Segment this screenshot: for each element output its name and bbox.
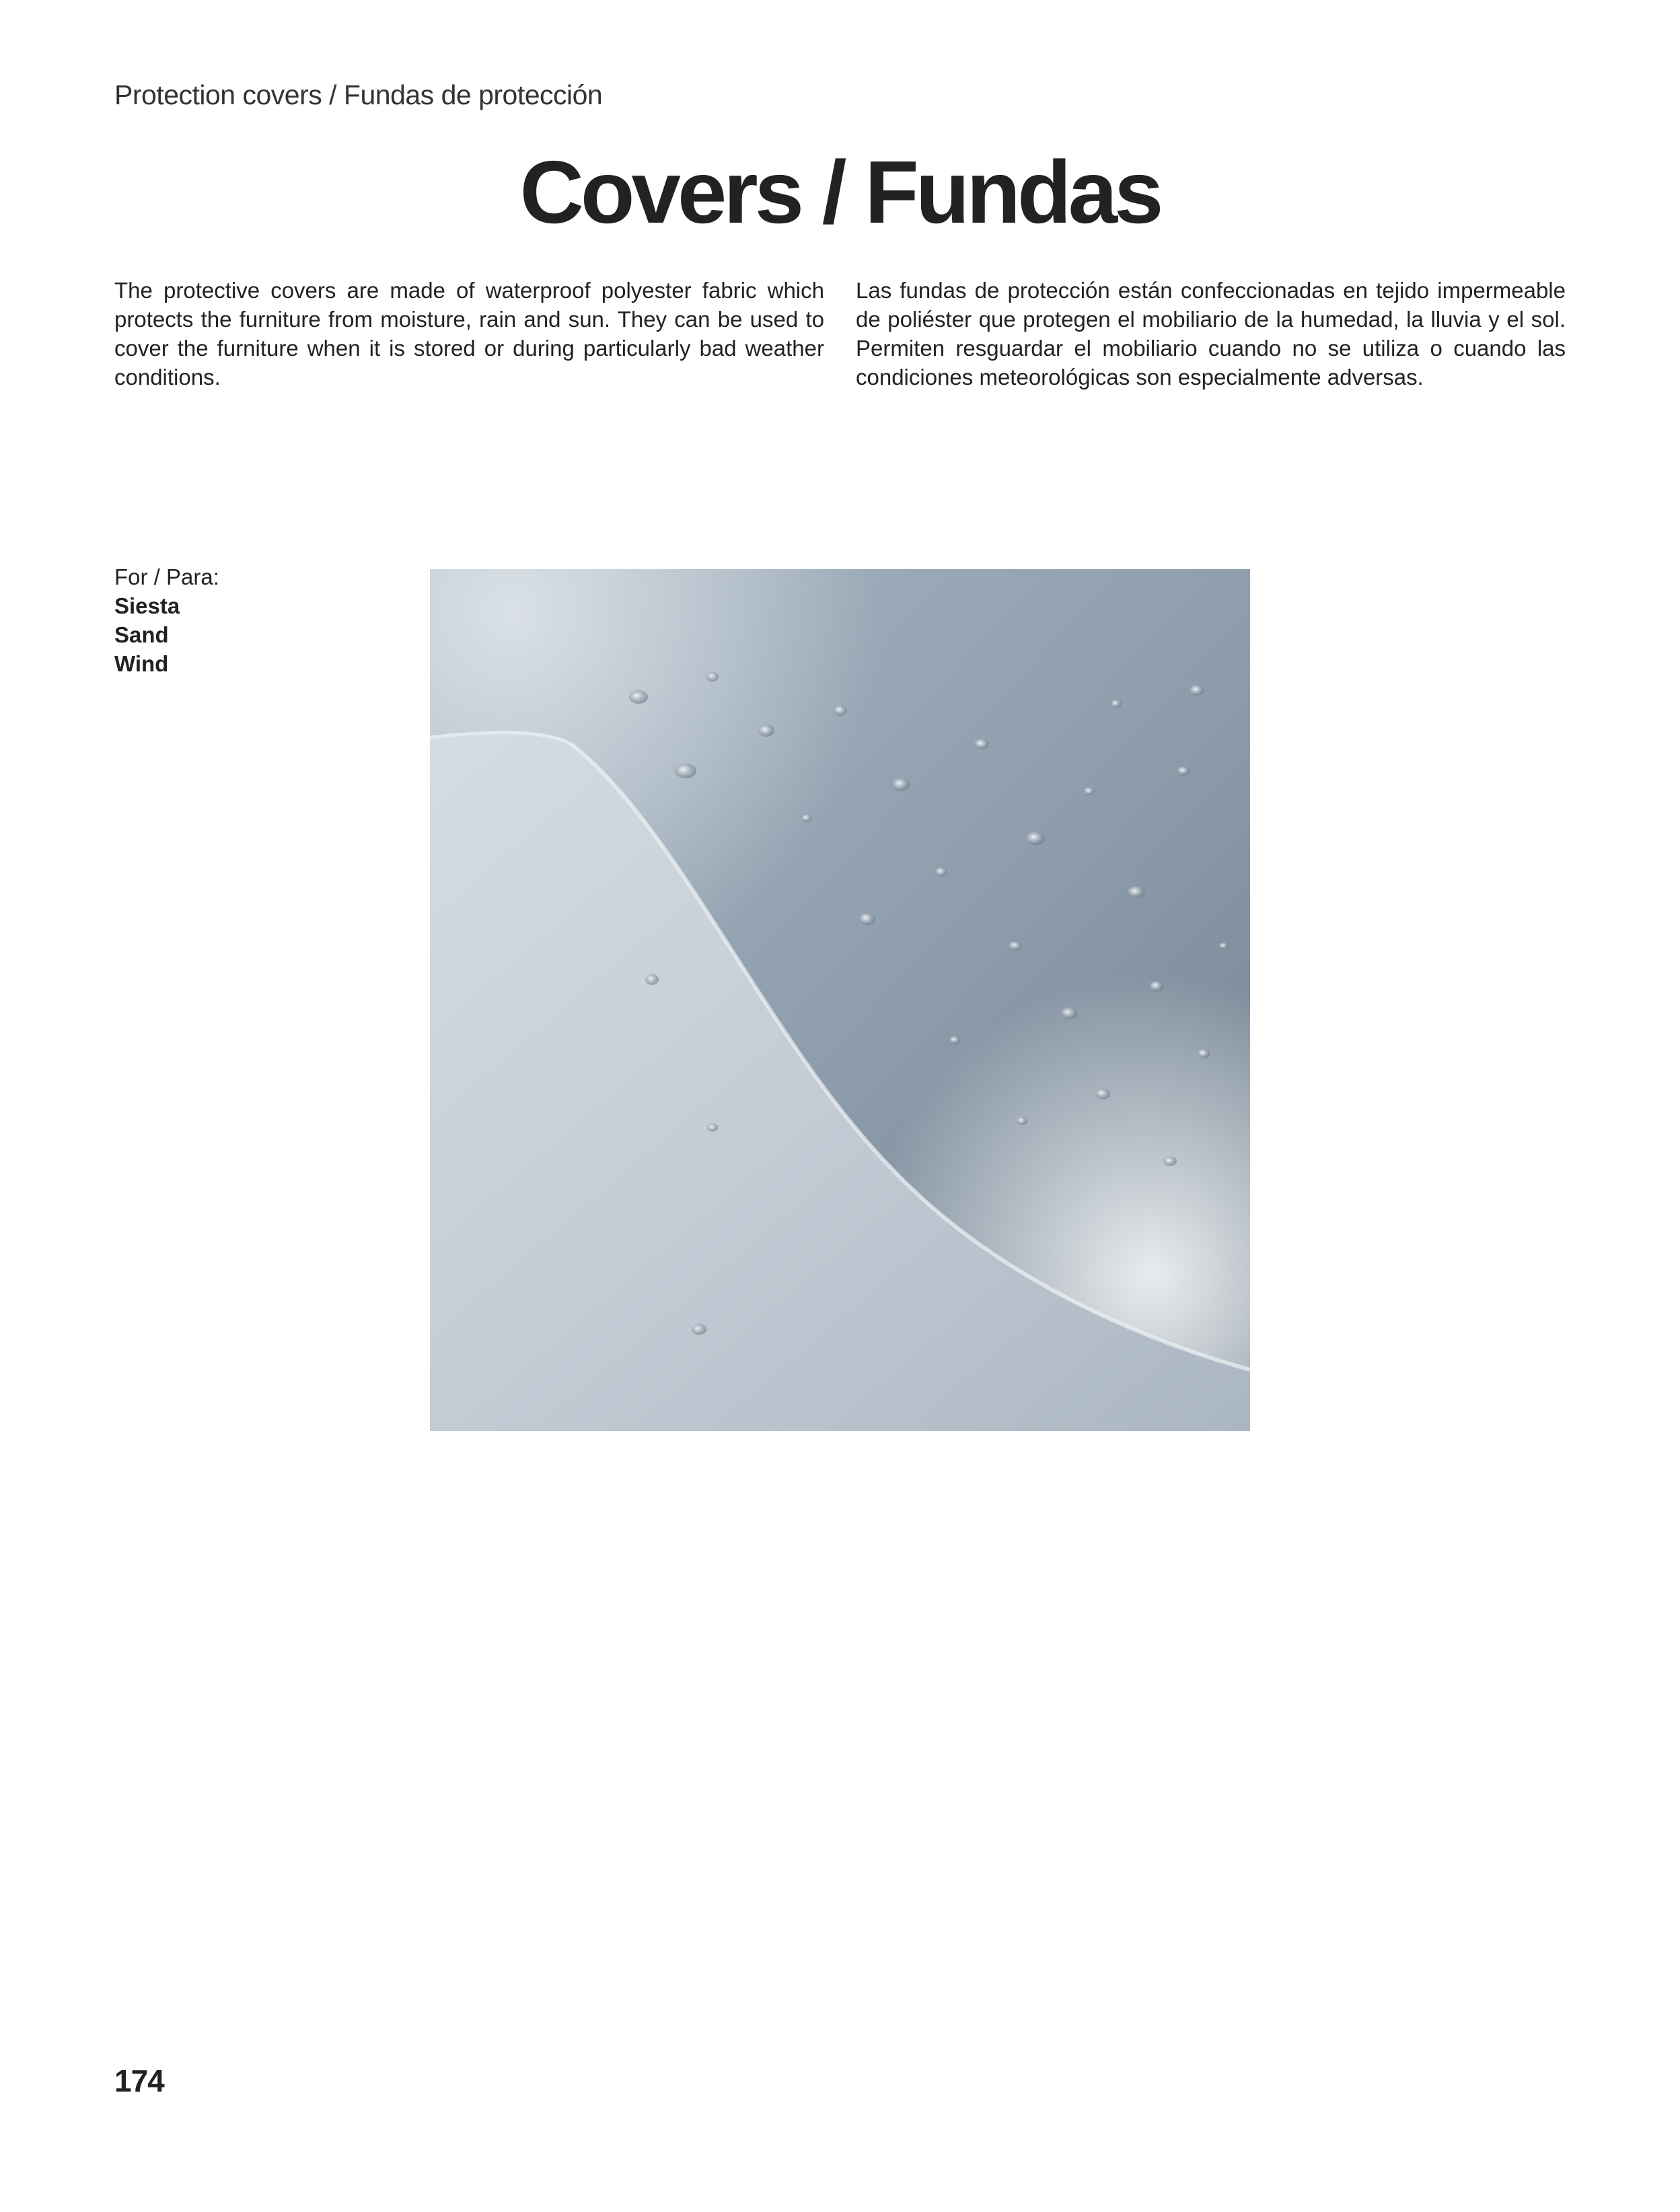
model-sand: Sand: [114, 622, 169, 647]
page-number: 174: [114, 2063, 164, 2098]
model-wind: Wind: [114, 651, 169, 676]
intro-spanish: Las fundas de protección están confeccionadas en tejido impermeable de poliéster que protegen el mobiliario de la humedad, la lluvia y el sol. Permiten resguardar el mobiliario cuando no se utiliza o cuando las condiciones meteorológicas son especialmente adversas.: [856, 278, 1566, 390]
page-title: Covers / Fundas: [519, 143, 1161, 242]
cover-fabric-photo: [430, 569, 1250, 1431]
section-label: Protection covers / Fundas de protección: [114, 79, 603, 110]
intro-english: The protective covers are made of waterproof polyester fabric which protects the furniture from moisture, rain and sun. They can be used to cover the furniture when it is stored or during particularly bad weather conditions.: [114, 278, 824, 390]
compatibility-block: [114, 562, 219, 678]
model-siesta: Siesta: [114, 593, 180, 618]
compatibility-label: For / Para:: [114, 564, 219, 589]
fabric-photo-illustration: [430, 569, 1250, 1431]
